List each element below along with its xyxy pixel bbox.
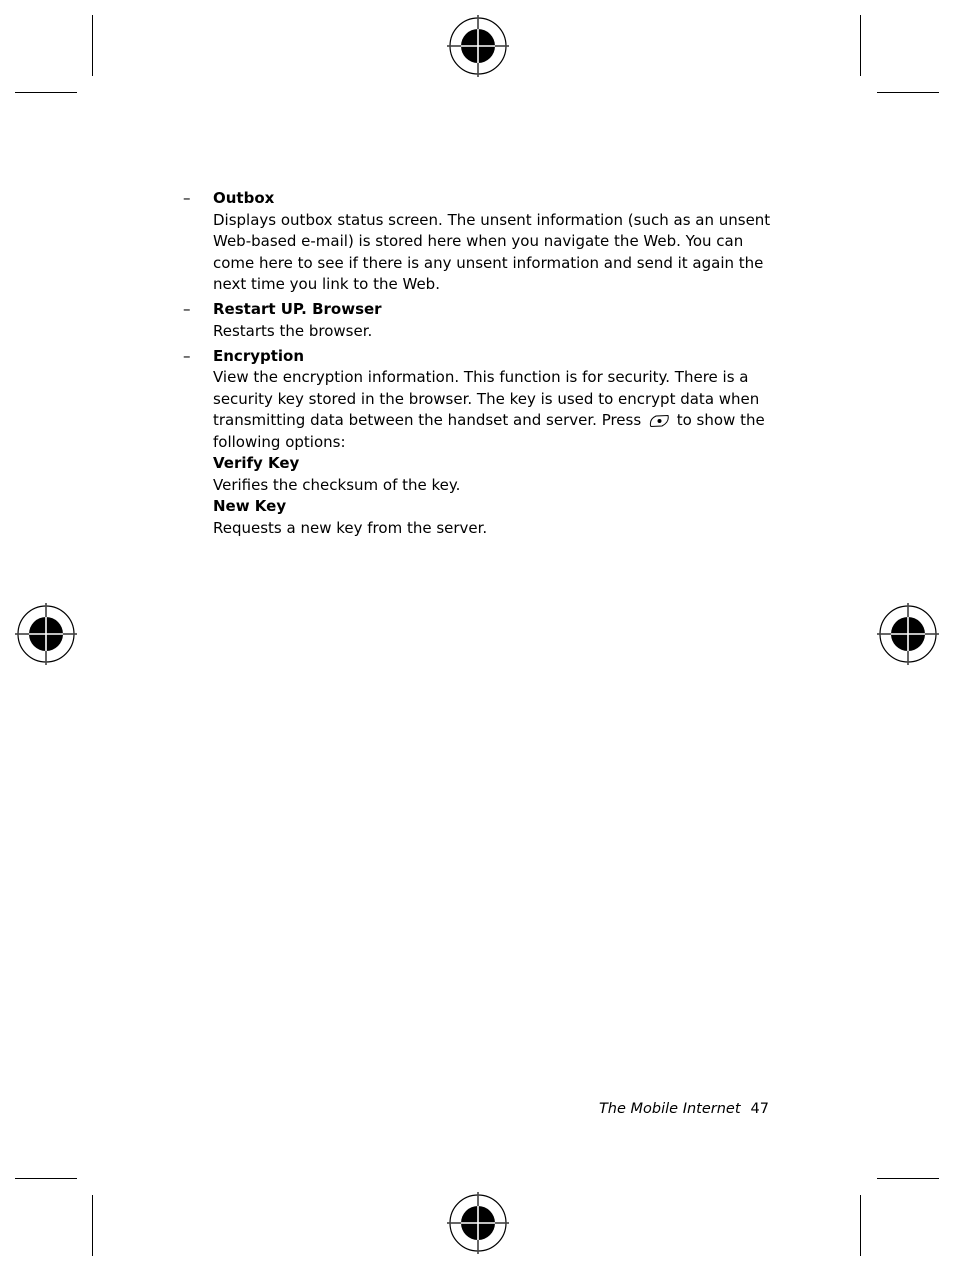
description-text: View the encryption information. This function is for security. There is a security key stored in the browser. The key is used to encrypt data when transmitting data between the handset and server. Press [213,368,760,429]
menu-options-list [183,188,783,543]
footer-section-title: The Mobile Internet [598,1101,741,1117]
dash-bullet: – [183,189,191,207]
crop-mark [15,1178,77,1179]
option-term: New Key [213,497,287,515]
item-description: Displays outbox status screen. The unsent information (such as an unsent Web-based e-mail) is stored here when you navigate the Web. You can come here to see if there is any unsent information and send it again the next time you link to the Web. [213,210,771,293]
page-number: 47 [750,1101,769,1117]
dash-bullet: – [183,300,191,318]
crop-mark [860,15,861,76]
item-description [213,367,783,453]
registration-mark-left [15,603,77,665]
page-footer [599,1101,769,1117]
crop-mark [877,92,939,93]
option-description: Verifies the checksum of the key. [213,475,461,494]
list-item-restart-browser [183,299,783,342]
registration-mark-right [877,603,939,665]
item-term: Outbox [213,189,275,207]
item-term: Restart UP. Browser [213,300,382,318]
crop-mark [15,92,77,93]
crop-mark [860,1195,861,1256]
list-item-encryption [183,346,783,540]
registration-mark-bottom [447,1192,509,1254]
option-term: Verify Key [213,454,300,472]
crop-mark [877,1178,939,1179]
crop-mark [92,1195,93,1256]
registration-mark-top [447,15,509,77]
dash-bullet: – [183,346,191,365]
description-text: to show the following options: [213,411,765,451]
item-description: Restarts the browser. [213,321,373,340]
select-key-icon [648,413,670,429]
list-item-outbox [183,188,783,296]
option-description: Requests a new key from the server. [213,518,488,537]
item-term: Encryption [213,346,305,365]
crop-mark [92,15,93,76]
